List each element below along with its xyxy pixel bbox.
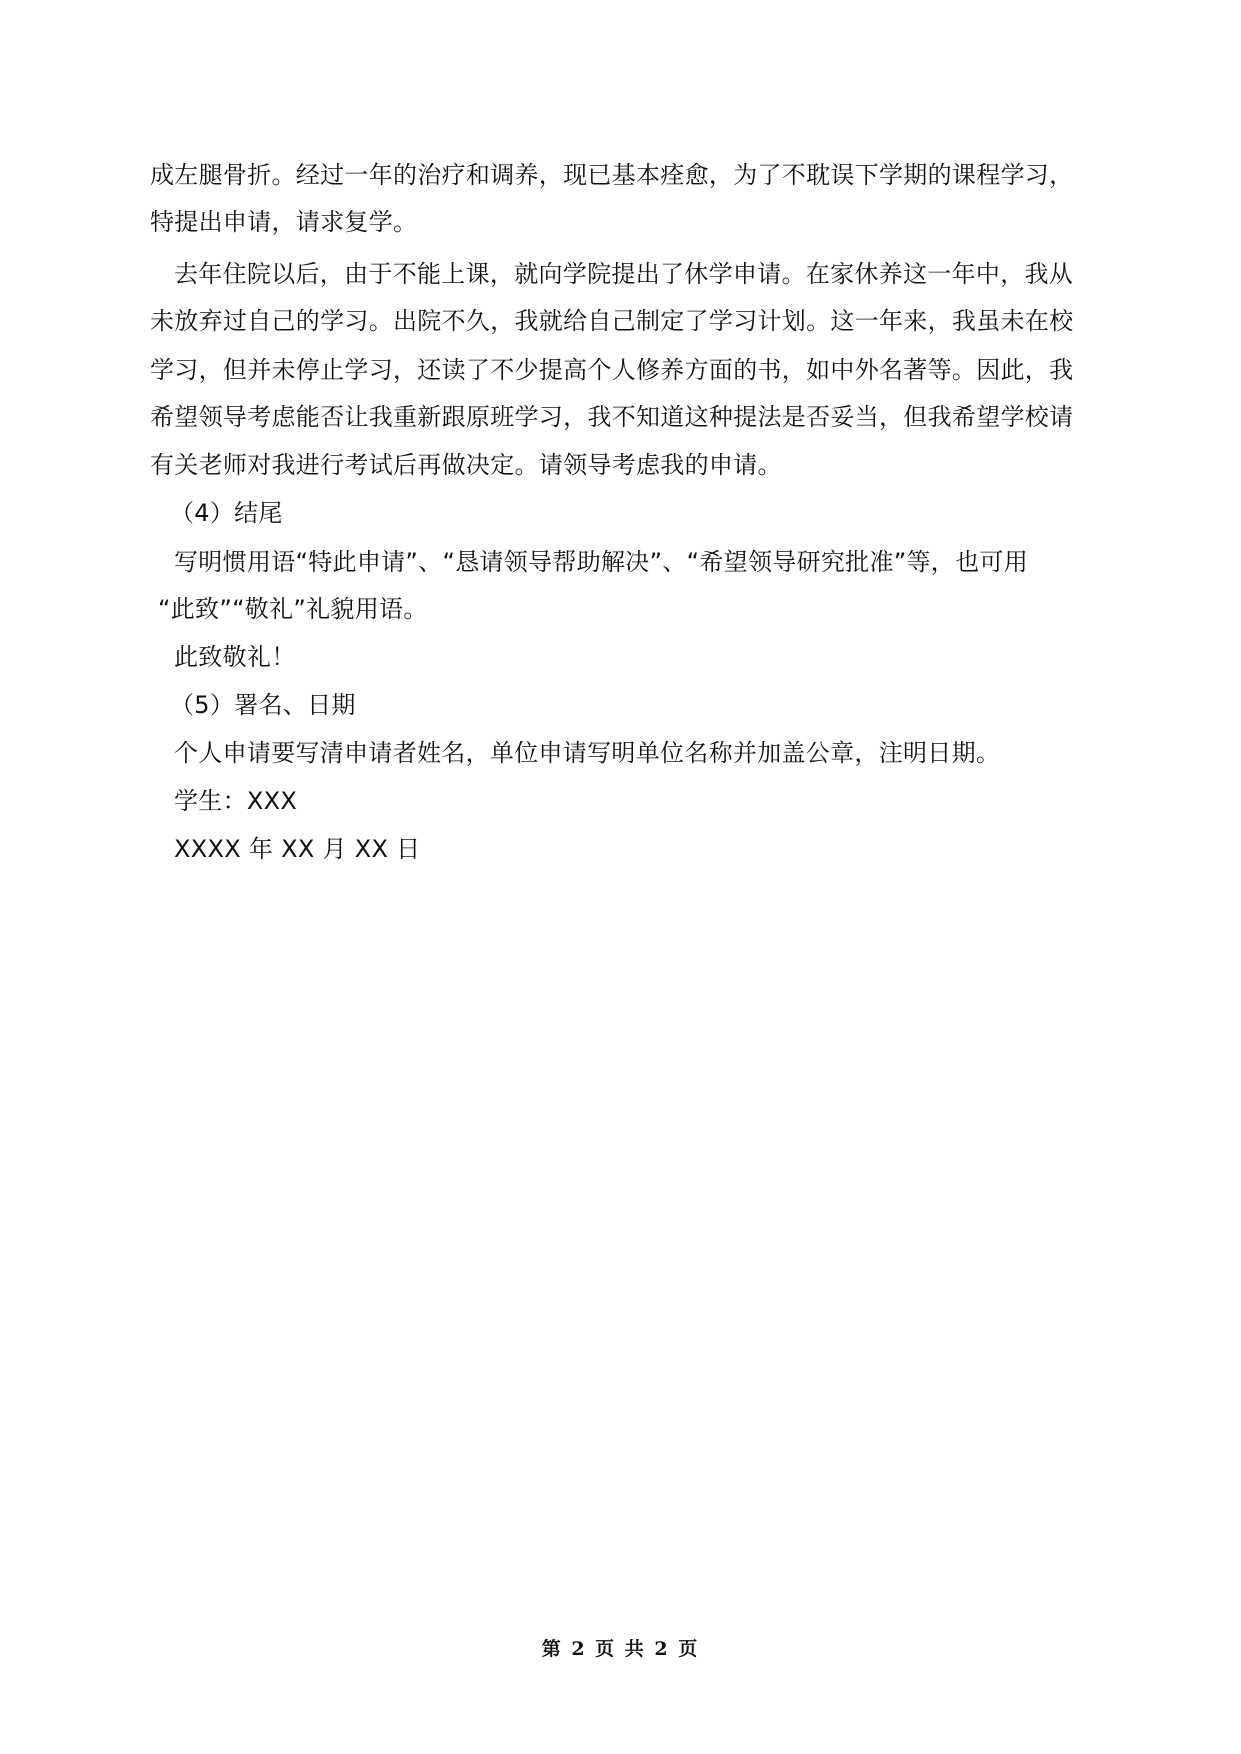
section-heading: （5）署名、日期 bbox=[170, 691, 356, 719]
page-number: 第 2 页 共 2 页 bbox=[541, 1638, 700, 1660]
paragraph-line: 去年住院以后，由于不能上课，就向学院提出了休学申请。在家休养这一年中，我从 bbox=[174, 260, 1074, 288]
signature-line: 学生：XXX bbox=[174, 787, 298, 815]
paragraph-line: 个人申请要写清申请者姓名，单位申请写明单位名称并加盖公章，注明日期。 bbox=[174, 739, 1001, 767]
paragraph-line: 成左腿骨折。经过一年的治疗和调养，现已基本痊愈，为了不耽误下学期的课程学习， bbox=[150, 161, 1074, 189]
paragraph-line: 希望领导考虑能否让我重新跟原班学习，我不知道这种提法是否妥当，但我希望学校请 bbox=[150, 403, 1074, 431]
paragraph-line: 学习，但并未停止学习，还读了不少提高个人修养方面的书，如中外名著等。因此，我 bbox=[150, 356, 1074, 384]
paragraph-line: 未放弃过自己的学习。出院不久，我就给自己制定了学习计划。这一年来，我虽未在校 bbox=[150, 307, 1074, 335]
paragraph-line: “此致”“敬礼”礼貌用语。 bbox=[158, 595, 428, 623]
page-footer bbox=[0, 1637, 1241, 1661]
paragraph-line: 特提出申请，请求复学。 bbox=[150, 208, 418, 236]
paragraph-line: 写明惯用语“特此申请”、“恳请领导帮助解决”、“希望领导研究批准”等，也可用 bbox=[174, 548, 1028, 576]
date-line: XXXX 年 XX 月 XX 日 bbox=[174, 835, 421, 863]
closing-salutation: 此致敬礼！ bbox=[174, 643, 296, 671]
paragraph-line: 有关老师对我进行考试后再做决定。请领导考虑我的申请。 bbox=[150, 451, 782, 479]
section-heading: （4）结尾 bbox=[170, 499, 283, 527]
